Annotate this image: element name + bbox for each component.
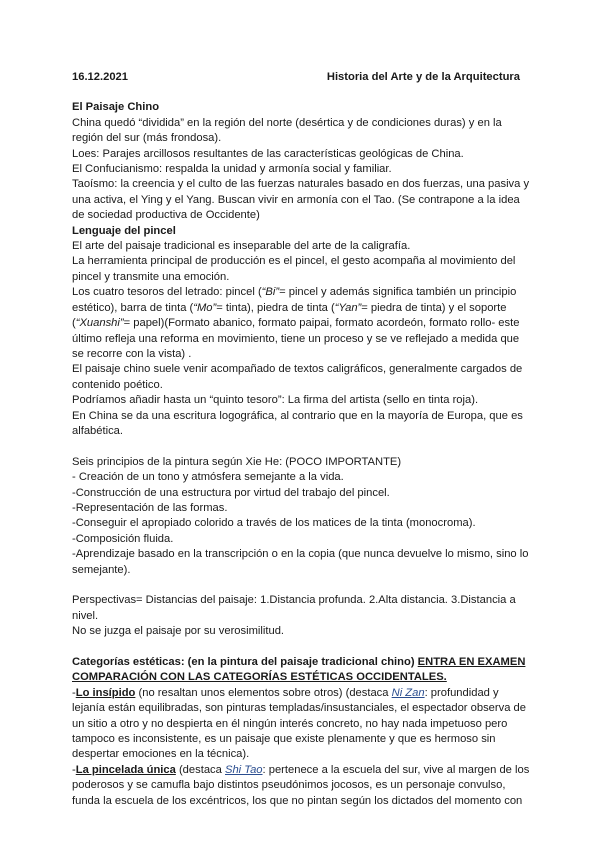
list-item: - Creación de un tono y atmósfera semejante a la vida.	[72, 471, 344, 484]
paragraph: El paisaje chino suele venir acompañado de textos caligráficos, generalmente cargados de contenido poético.	[72, 363, 523, 391]
list-item: -Composición fluida.	[72, 532, 174, 545]
section-title-paisaje: El Paisaje Chino	[72, 101, 160, 114]
term-pincelada: La pincelada única	[75, 763, 176, 776]
dash: -	[72, 686, 76, 699]
document-header	[72, 70, 532, 85]
paragraph: El arte del paisaje tradicional es inseparable del arte de la caligrafía.	[72, 240, 411, 253]
term-insipido: Lo insípido	[75, 686, 136, 699]
artist-shi-tao: Shi Tao	[224, 763, 263, 776]
paragraph-treasures	[72, 285, 532, 362]
paragraph: En China se da una escritura logográfica, al contrario que en la mayoría de Europa, que es alfabética.	[72, 409, 523, 437]
paragraph: Taoísmo: la creencia y el culto de las fuerzas naturales basado en dos fuerzas, una pasiva y una activa, el Ying y el Yang. Buscan vivir en armonía con el Tao. (Se contrapone a la idea de sociedad productiva de Occidente)	[72, 178, 530, 222]
paragraph: Loes: Parajes arcillosos resultantes de las características geológicas de China.	[72, 147, 464, 160]
list-item: -Conseguir el apropiado colorido a través de los matices de la tinta (monocroma).	[72, 517, 476, 530]
artist-ni-zan: Ni Zan	[391, 686, 425, 699]
text: : profundidad y lejanía están equilibradas, son pinturas templadas/insustanciales, el espectador observa de un sitio a otro y no despierta en él ningún interés concreto, no hay nada impetuoso pero tampoco es inconsistente, es un paisaje que existe plenamente y que es hermoso sin despertar emociones en la técnica).	[72, 686, 526, 761]
paragraph-pincelada	[72, 763, 532, 809]
course-title: Historia del Arte y de la Arquitectura	[326, 71, 520, 83]
spacer	[72, 578, 532, 593]
term-yan: “Yan”	[334, 301, 362, 314]
paragraph: El Confucianismo: respalda la unidad y armonía social y familiar.	[72, 163, 392, 176]
term-bi: “Bi”	[261, 286, 280, 299]
section-title-pincel: Lenguaje del pincel	[72, 224, 176, 237]
document-page	[72, 70, 532, 809]
text: : pertenece a la escuela del sur, vive al margen de los poderosos y se camufla bajo distintos pseudónimos jocosos, es un personaje convulso, funda la escuela de los excéntricos, los que no pintan según los dictados del momento con	[72, 763, 530, 807]
text: = piedra de tinta) y el soporte (	[72, 301, 507, 330]
text: = pincel y además significa también un principio estético), barra de tinta (	[72, 286, 517, 314]
paragraph-insipido	[72, 686, 532, 763]
term-xuanshi: “Xuanshi”	[75, 317, 124, 330]
text: = tinta), piedra de tinta (	[216, 301, 335, 314]
text: = papel)(Formato abanico, formato paipai, formato acordeón, formato rollo- este último refleja una reforma en movimiento, tiene un proceso y se ve reflejado a medida que se recorre con la vista) .	[72, 317, 520, 360]
paragraph: China quedó “dividida” en la región del norte (desértica y de condiciones duras) y en la región del sur (más frondosa).	[72, 116, 502, 145]
list-item: -Construcción de una estructura por virtud del trabajo del pincel.	[72, 486, 390, 499]
spacer	[72, 439, 532, 454]
paragraph: Podríamos añadir hasta un “quinto tesoro”: La firma del artista (sello en tinta roja).	[72, 394, 479, 407]
paragraph: No se juzga el paisaje por su verosimilitud.	[72, 625, 285, 638]
categories-title: Categorías estéticas: (en la pintura del paisaje tradicional chino)	[72, 655, 415, 668]
text: Los cuatro tesoros del letrado: pincel (	[72, 286, 262, 299]
term-mo: “Mo”	[193, 301, 217, 314]
exam-note: ENTRA EN EXAMEN COMPARACIÓN CON LAS CATEGORÍAS ESTÉTICAS OCCIDENTALES.	[72, 655, 526, 684]
date: 16.12.2021	[72, 71, 128, 83]
categories-heading	[72, 655, 532, 686]
dash: -	[72, 763, 76, 776]
principles-intro: Seis principios de la pintura según Xie He: (POCO IMPORTANTE)	[72, 455, 402, 468]
spacer	[72, 640, 532, 655]
text: (no resaltan unos elementos sobre otros) (destaca	[135, 686, 392, 699]
paragraph: La herramienta principal de producción es el pincel, el gesto acompaña al movimiento del pincel y transmite una emoción.	[72, 255, 516, 283]
list-item: -Representación de las formas.	[72, 501, 228, 514]
text: (destaca	[175, 763, 225, 776]
list-item: -Aprendizaje basado en la transcripción o en la copia (que nunca devuelve lo mismo, sino lo semejante).	[72, 548, 529, 576]
paragraph: Perspectivas= Distancias del paisaje: 1.Distancia profunda. 2.Alta distancia. 3.Distancia a nivel.	[72, 594, 516, 622]
